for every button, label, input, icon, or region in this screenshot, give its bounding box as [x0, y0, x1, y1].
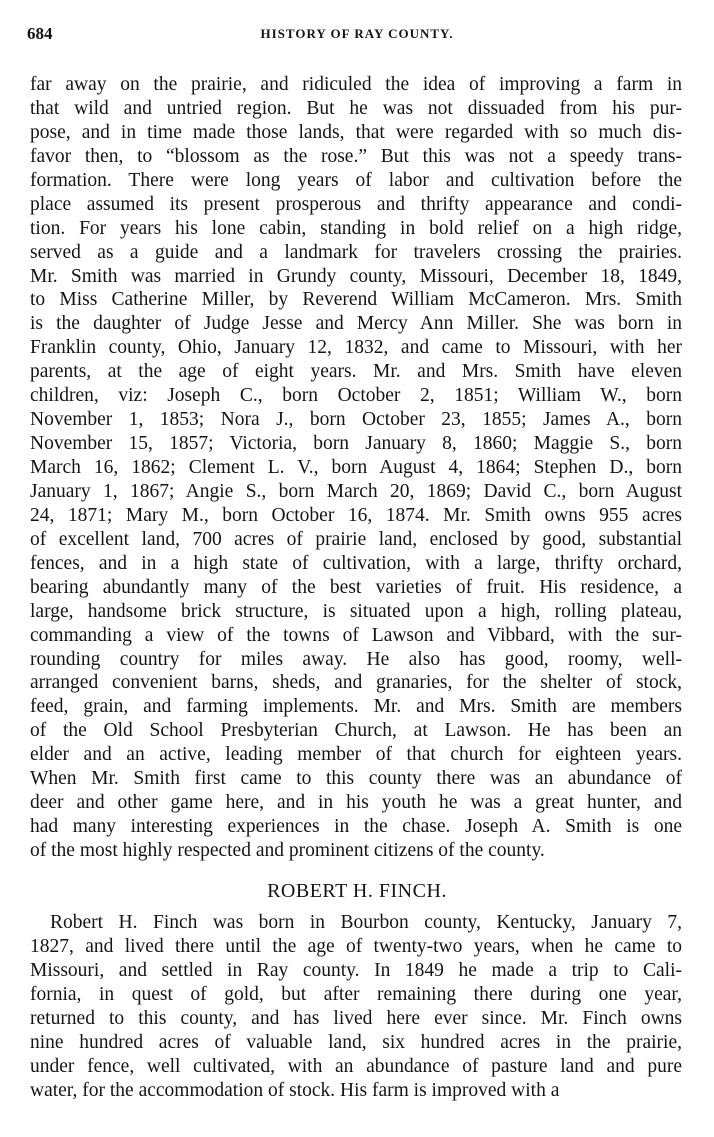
text-line: arranged convenient barns, sheds, and granaries, for the shelter of stock, — [30, 672, 682, 694]
page-header — [0, 24, 714, 48]
text-line: fornia, in quest of gold, but after remaining there during one year, — [30, 983, 682, 1005]
text-line: November 1, 1853; Nora J., born October 23, 1855; James A., born — [30, 409, 682, 431]
text-line: January 1, 1867; Angie S., born March 20, 1869; David C., born August — [30, 480, 682, 502]
text-line: Missouri, and settled in Ray county. In 1849 he made a trip to Cali- — [30, 959, 682, 981]
text-line: pose, and in time made those lands, that were regarded with so much dis- — [30, 121, 682, 143]
text-line: Robert H. Finch was born in Bourbon county, Kentucky, January 7, — [50, 912, 682, 933]
section-heading: ROBERT H. FINCH. — [267, 880, 447, 902]
text-line: nine hundred acres of valuable land, six hundred acres in the prairie, — [30, 1031, 682, 1053]
text-line: November 15, 1857; Victoria, born January 8, 1860; Maggie S., born — [30, 433, 682, 455]
text-line: to Miss Catherine Miller, by Reverend William McCameron. Mrs. Smith — [30, 289, 682, 311]
text-line: feed, grain, and farming implements. Mr. and Mrs. Smith are members — [30, 696, 682, 718]
text-line: had many interesting experiences in the chase. Joseph A. Smith is one — [30, 816, 682, 838]
text-line: Franklin county, Ohio, January 12, 1832, and came to Missouri, with her — [30, 337, 682, 359]
paragraph-robert-finch — [30, 911, 682, 1103]
text-line: parents, at the age of eight years. Mr. and Mrs. Smith have eleven — [30, 361, 682, 383]
running-title: HISTORY OF RAY COUNTY. — [260, 26, 454, 41]
text-line: tion. For years his lone cabin, standing in bold relief on a high ridge, — [30, 217, 682, 239]
text-line: 1827, and lived there until the age of twenty-two years, when he came to — [30, 935, 682, 957]
text-line: deer and other game here, and in his youth he was a great hunter, and — [30, 792, 682, 814]
text-line: returned to this county, and has lived here ever since. Mr. Finch owns — [30, 1007, 682, 1029]
text-line: 24, 1871; Mary M., born October 16, 1874. Mr. Smith owns 955 acres — [30, 504, 682, 526]
page-number: 684 — [27, 24, 53, 43]
paragraph-joseph-smith — [30, 73, 682, 863]
text-line: favor then, to “blossom as the rose.” But this was not a speedy trans- — [30, 145, 682, 167]
text-line: fences, and in a high state of cultivation, with a large, thrifty orchard, — [30, 552, 682, 574]
text-line: of the Old School Presbyterian Church, at Lawson. He has been an — [30, 720, 682, 742]
text-line: rounding country for miles away. He also has good, roomy, well- — [30, 648, 682, 670]
text-line: bearing abundantly many of the best varieties of fruit. His residence, a — [30, 576, 682, 598]
text-line: March 16, 1862; Clement L. V., born August 4, 1864; Stephen D., born — [30, 457, 682, 478]
text-line: commanding a view of the towns of Lawson and Vibbard, with the sur- — [30, 624, 682, 646]
text-line: served as a guide and a landmark for travelers crossing the prairies. — [30, 241, 682, 263]
text-line: elder and an active, leading member of that church for eighteen years. — [30, 744, 682, 766]
text-line: far away on the prairie, and ridiculed the idea of improving a farm in — [30, 74, 682, 95]
text-line: under fence, well cultivated, with an abundance of pasture land and pure — [30, 1055, 682, 1077]
text-line: place assumed its present prosperous and thrifty appearance and condi- — [30, 193, 682, 215]
text-line: that wild and untried region. But he was not dissuaded from his pur- — [30, 97, 682, 119]
text-line: of the most highly respected and prominent citizens of the county. — [30, 840, 545, 861]
text-line: formation. There were long years of labor and cultivation before the — [30, 169, 682, 191]
text-line: When Mr. Smith first came to this county there was an abundance of — [30, 768, 682, 790]
text-line: water, for the accommodation of stock. His farm is improved with a — [30, 1079, 560, 1101]
text-line: is the daughter of Judge Jesse and Mercy Ann Miller. She was born in — [30, 313, 682, 335]
text-line: children, viz: Joseph C., born October 2, 1851; William W., born — [30, 385, 682, 407]
text-line: of excellent land, 700 acres of prairie land, enclosed by good, substantial — [30, 528, 682, 550]
text-line: Mr. Smith was married in Grundy county, Missouri, December 18, 1849, — [30, 265, 682, 287]
text-line: large, handsome brick structure, is situated upon a high, rolling plateau, — [30, 600, 682, 622]
